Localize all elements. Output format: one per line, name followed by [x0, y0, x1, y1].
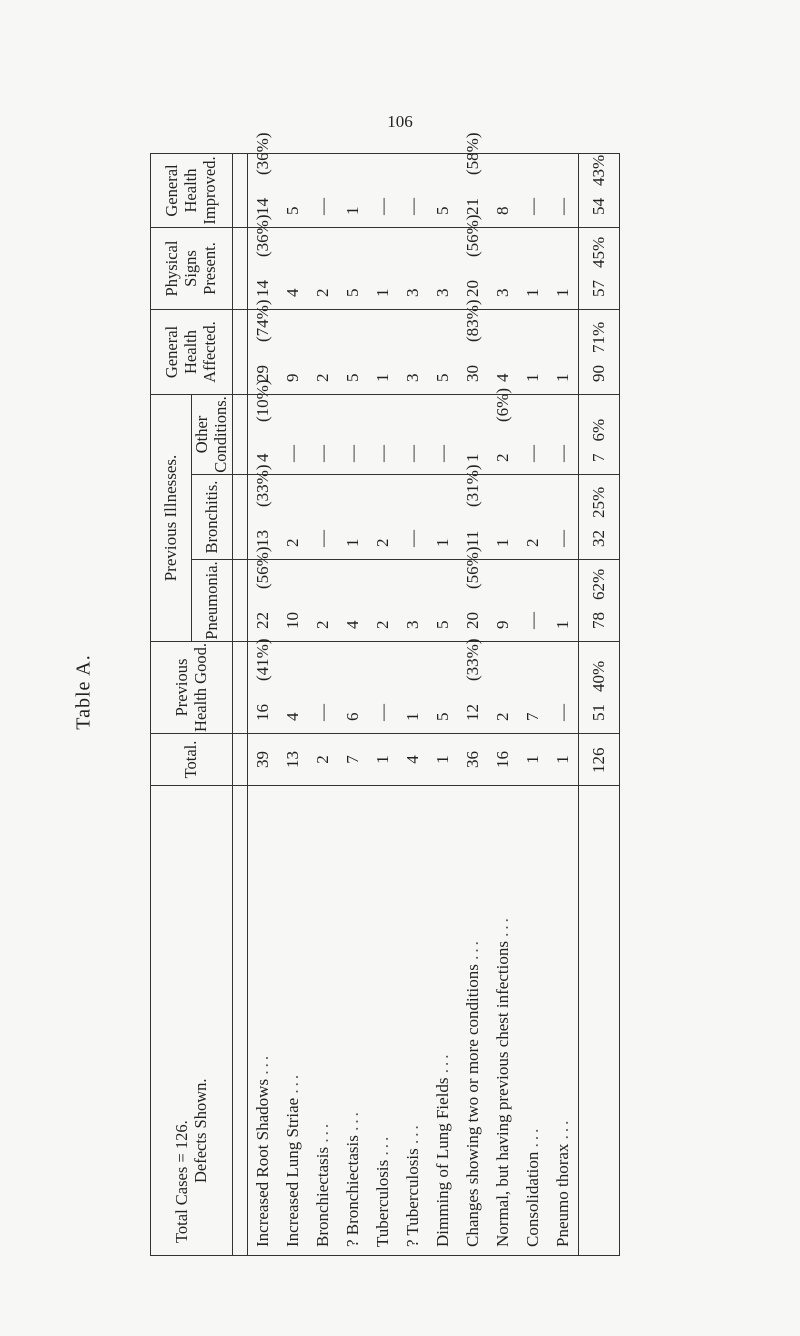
row-bron-value: 11 (31%) — [463, 464, 482, 547]
row-other-value: — — [373, 445, 392, 462]
row-other-value: — — [343, 445, 362, 462]
totals-ghi: 5443% — [579, 154, 620, 228]
row-pneu-value: 4 — [343, 620, 362, 629]
header-other-conditions: Other Conditions. — [192, 395, 233, 475]
row-ghi-value: — — [523, 198, 542, 215]
row-label: Normal, but having previous chest infections ... — [493, 915, 512, 1247]
row-phg-value: — — [313, 704, 332, 721]
header-total-cases: Total Cases = 126. — [171, 1120, 191, 1243]
totals-pneumonia: 7862% — [579, 560, 620, 642]
row-psp-value: 20 (56%) — [463, 214, 482, 297]
col-previous-health-good — [248, 638, 579, 734]
table-caption: Table A. — [72, 654, 95, 730]
row-psp-value: 2 — [313, 288, 332, 297]
row-gha-value: 9 — [283, 373, 302, 382]
row-pneu-value: 2 — [373, 620, 392, 629]
totals-bronchitis: 3225% — [579, 475, 620, 560]
row-label: Increased Root Shadows ... — [253, 1052, 272, 1247]
row-total: 16 — [493, 751, 512, 768]
row-bron-value: 1 — [433, 538, 452, 547]
row-gha-value: 1 — [373, 373, 392, 382]
row-phg-value: — — [373, 704, 392, 721]
row-total: 36 — [463, 751, 482, 768]
row-label: Bronchiectasis ... — [313, 1120, 332, 1247]
row-pneu-value: 22 (56%) — [253, 546, 272, 629]
header-physical-signs-present: Physical Signs Present. — [151, 228, 233, 310]
row-bron-value: 1 — [343, 538, 362, 547]
row-label: Increased Lung Striae ... — [283, 1071, 302, 1247]
row-other-value: 1 — [463, 453, 482, 462]
row-pneu-value: 9 — [493, 620, 512, 629]
row-pneu-value: 5 — [433, 620, 452, 629]
row-psp-value: 14 (36%) — [253, 214, 272, 297]
row-phg-value: 1 — [403, 712, 422, 721]
row-other-value: — — [433, 445, 452, 462]
totals-phg: 5140% — [579, 642, 620, 734]
row-gha-value: 29 (74%) — [253, 299, 272, 382]
row-gha-value: 3 — [403, 373, 422, 382]
row-phg-value: 6 — [343, 712, 362, 721]
row-total: 7 — [343, 755, 362, 764]
row-other-value: — — [553, 445, 572, 462]
row-total: 13 — [283, 751, 302, 768]
row-label: Changes showing two or more conditions ... — [463, 938, 482, 1247]
row-total: 39 — [253, 751, 272, 768]
row-label: ? Tuberculosis ... — [403, 1122, 422, 1247]
row-gha-value: 30 (83%) — [463, 299, 482, 382]
col-physical-signs-present — [248, 214, 579, 310]
row-phg-value: 2 — [493, 712, 512, 721]
row-bron-value: — — [403, 530, 422, 547]
row-bron-value: — — [553, 530, 572, 547]
row-bron-value: 1 — [493, 538, 512, 547]
rotated-table-frame — [150, 132, 620, 1256]
header-general-health-improved: General Health Improved. — [151, 154, 233, 228]
row-label: Dimming of Lung Fields ... — [433, 1051, 452, 1247]
row-bron-value: — — [313, 530, 332, 547]
row-gha-value: 1 — [553, 373, 572, 382]
totals-total: 126 — [579, 734, 620, 786]
row-ghi-value: 5 — [433, 206, 452, 215]
row-other-value: — — [313, 445, 332, 462]
row-total: 1 — [523, 755, 542, 764]
row-gha-value: 1 — [523, 373, 542, 382]
row-psp-value: 3 — [433, 288, 452, 297]
page-number: 106 — [387, 112, 413, 131]
row-total: 1 — [373, 755, 392, 764]
row-pneu-value: 3 — [403, 620, 422, 629]
row-ghi-value: — — [313, 198, 332, 215]
row-ghi-value: — — [373, 198, 392, 215]
row-total: 1 — [433, 755, 452, 764]
col-general-health-affected — [248, 299, 579, 395]
row-other-value: — — [283, 445, 302, 462]
row-gha-value: 5 — [433, 373, 452, 382]
header-previous-illnesses: Previous Illnesses. — [151, 395, 192, 642]
row-pneu-value: 10 — [283, 612, 302, 629]
row-total: 1 — [553, 755, 572, 764]
header-pneumonia: Pneumonia. — [192, 560, 233, 642]
row-psp-value: 5 — [343, 288, 362, 297]
row-ghi-value: — — [553, 198, 572, 215]
row-other-value: — — [523, 445, 542, 462]
row-gha-value: 4 — [493, 373, 512, 382]
row-psp-value: 3 — [493, 288, 512, 297]
row-phg-value: 4 — [283, 712, 302, 721]
row-label: Pneumo thorax ... — [553, 1117, 572, 1247]
row-pneu-value: 2 — [313, 620, 332, 629]
row-ghi-value: 14 (36%) — [253, 132, 272, 215]
col-bronchitis — [248, 464, 579, 560]
row-total: 4 — [403, 755, 422, 764]
header-previous-health-good: Previous Health Good. — [151, 642, 233, 734]
row-ghi-value: 8 — [493, 206, 512, 215]
row-phg-value: 16 (41%) — [253, 638, 272, 721]
row-psp-value: 1 — [553, 288, 572, 297]
row-phg-value: 5 — [433, 712, 452, 721]
row-ghi-value: 5 — [283, 206, 302, 215]
header-general-health-affected: General Health Affected. — [151, 310, 233, 395]
row-other-value: 4 (10%) — [253, 379, 272, 462]
row-label: Consolidation ... — [523, 1125, 542, 1247]
row-total: 2 — [313, 755, 332, 764]
totals-gha: 9071% — [579, 310, 620, 395]
row-psp-value: 1 — [523, 288, 542, 297]
row-other-value: — — [403, 445, 422, 462]
col-pneumonia — [248, 546, 579, 642]
header-defects — [151, 786, 233, 1256]
totals-other: 76% — [579, 395, 620, 475]
row-other-value: 2 (6%) — [493, 388, 512, 462]
row-ghi-value: — — [403, 198, 422, 215]
row-pneu-value: 1 — [553, 620, 572, 629]
row-psp-value: 1 — [373, 288, 392, 297]
row-ghi-value: 21 (58%) — [463, 132, 482, 215]
row-psp-value: 4 — [283, 288, 302, 297]
header-total: Total. — [151, 734, 233, 786]
defects-table — [150, 132, 620, 1256]
col-general-health-improved — [248, 132, 579, 228]
header-bronchitis: Bronchitis. — [192, 475, 233, 560]
row-gha-value: 5 — [343, 373, 362, 382]
row-phg-value: 12 (33%) — [463, 638, 482, 721]
row-phg-value: — — [553, 704, 572, 721]
row-ghi-value: 1 — [343, 206, 362, 215]
row-phg-value: 7 — [523, 712, 542, 721]
row-bron-value: 2 — [373, 538, 392, 547]
row-labels — [248, 786, 579, 1256]
totals-label-cell — [579, 786, 620, 1256]
row-bron-value: 2 — [283, 538, 302, 547]
row-pneu-value: 20 (56%) — [463, 546, 482, 629]
row-bron-value: 13 (33%) — [253, 464, 272, 547]
row-pneu-value: — — [523, 612, 542, 629]
row-psp-value: 3 — [403, 288, 422, 297]
row-label: Tuberculosis ... — [373, 1133, 392, 1247]
totals-psp: 5745% — [579, 228, 620, 310]
row-label: ? Bronchiectasis ... — [343, 1109, 362, 1247]
header-defects-shown: Defects Shown. — [190, 1078, 210, 1183]
row-bron-value: 2 — [523, 538, 542, 547]
col-other-conditions — [248, 379, 579, 475]
col-total — [248, 734, 579, 786]
row-gha-value: 2 — [313, 373, 332, 382]
